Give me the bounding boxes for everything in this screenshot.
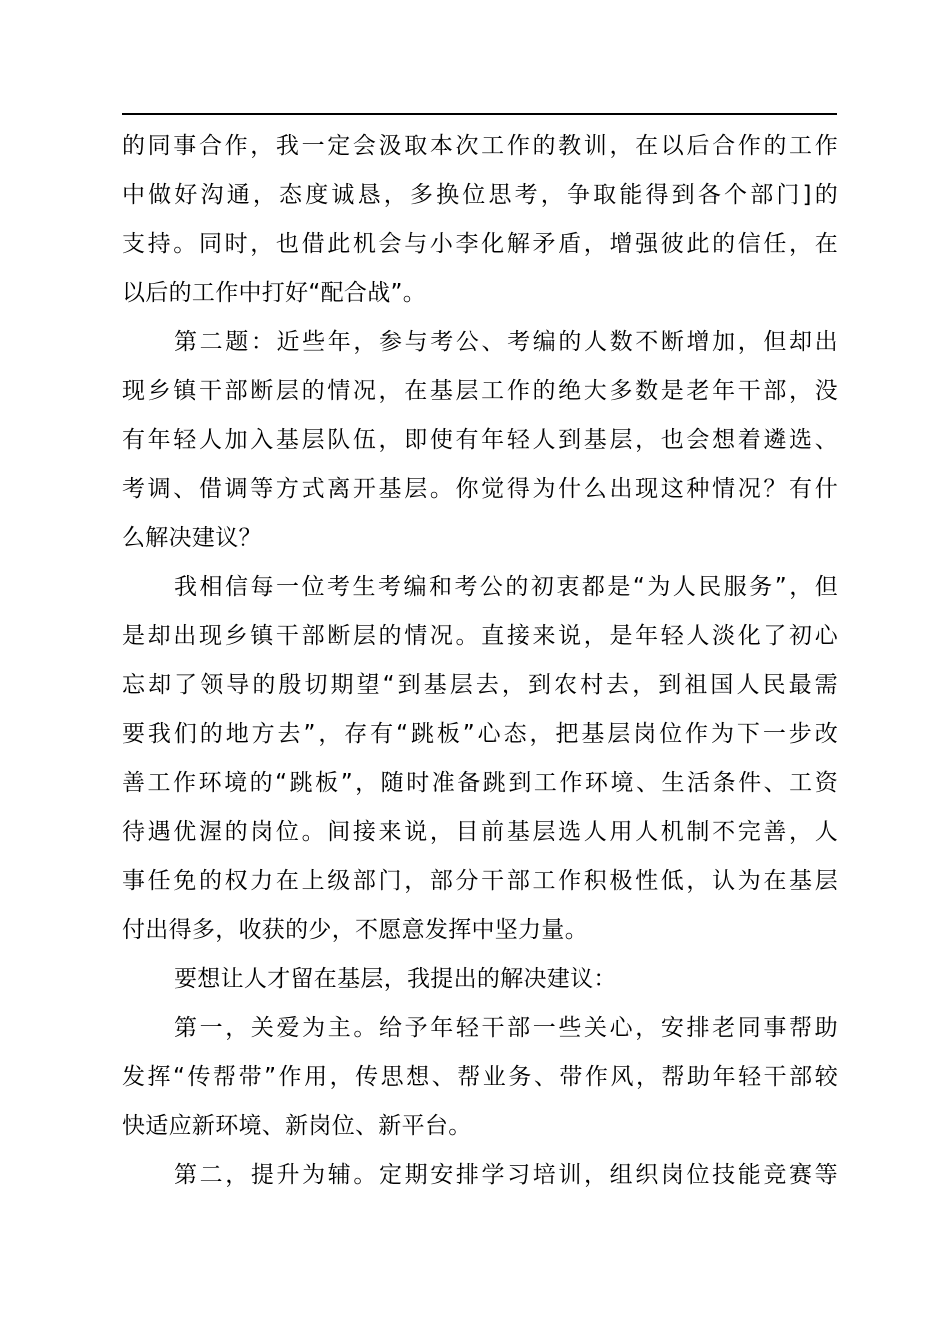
text-line: 要我们的地方去”，存有“跳板”心态，把基层岗位作为下一步改 <box>122 721 838 747</box>
text-line: 是却出现乡镇干部断层的情况。直接来说，是年轻人淡化了初心 <box>122 623 838 649</box>
text-line: 要想让人才留在基层，我提出的解决建议： <box>174 966 617 992</box>
text-line: 我相信每一位考生考编和考公的初衷都是“为人民服务”，但 <box>174 574 838 600</box>
text-line: 的同事合作，我一定会汲取本次工作的教训，在以后合作的工作 <box>122 133 838 159</box>
text-line: 考调、借调等方式离开基层。你觉得为什么出现这种情况？有什 <box>122 476 838 502</box>
text-line: 第二题：近些年，参与考公、考编的人数不断增加，但却出 <box>174 329 838 355</box>
text-line: 第一，关爱为主。给予年轻干部一些关心，安排老同事帮助 <box>174 1015 838 1041</box>
text-line: 以后的工作中打好“配合战”。 <box>122 280 427 306</box>
document-body <box>122 122 838 1200</box>
header-rule <box>122 113 837 115</box>
text-line: 支持。同时，也借此机会与小李化解矛盾，增强彼此的信任，在 <box>122 231 838 257</box>
text-line: 中做好沟通，态度诚恳，多换位思考，争取能得到各个部门]的 <box>122 182 838 208</box>
text-line: 发挥“传帮带”作用，传思想、帮业务、带作风，帮助年轻干部较 <box>122 1064 838 1090</box>
text-line: 善工作环境的“跳板”，随时准备跳到工作环境、生活条件、工资 <box>122 770 838 796</box>
text-line: 付出得多，收获的少，不愿意发挥中坚力量。 <box>122 917 588 943</box>
text-line: 待遇优渥的岗位。间接来说，目前基层选人用人机制不完善，人 <box>122 819 838 845</box>
paragraph-suggestion-two <box>122 1151 838 1200</box>
paragraph-suggestions-intro <box>122 955 838 1004</box>
paragraph-question-two <box>122 318 838 563</box>
paragraph-analysis <box>122 563 838 955</box>
text-line: 忘却了领导的殷切期望“到基层去，到农村去，到祖国人民最需 <box>122 672 838 698</box>
text-line: 有年轻人加入基层队伍，即使有年轻人到基层，也会想着遴选、 <box>122 427 838 453</box>
text-line: 么解决建议？ <box>122 525 262 551</box>
text-line: 现乡镇干部断层的情况，在基层工作的绝大多数是老年干部，没 <box>122 378 838 404</box>
text-line: 第二，提升为辅。定期安排学习培训，组织岗位技能竞赛等 <box>174 1162 838 1188</box>
paragraph-suggestion-one <box>122 1004 838 1151</box>
text-line: 事任免的权力在上级部门，部分干部工作积极性低，认为在基层 <box>122 868 838 894</box>
paragraph-continuation <box>122 122 838 318</box>
text-line: 快适应新环境、新岗位、新平台。 <box>122 1113 472 1139</box>
